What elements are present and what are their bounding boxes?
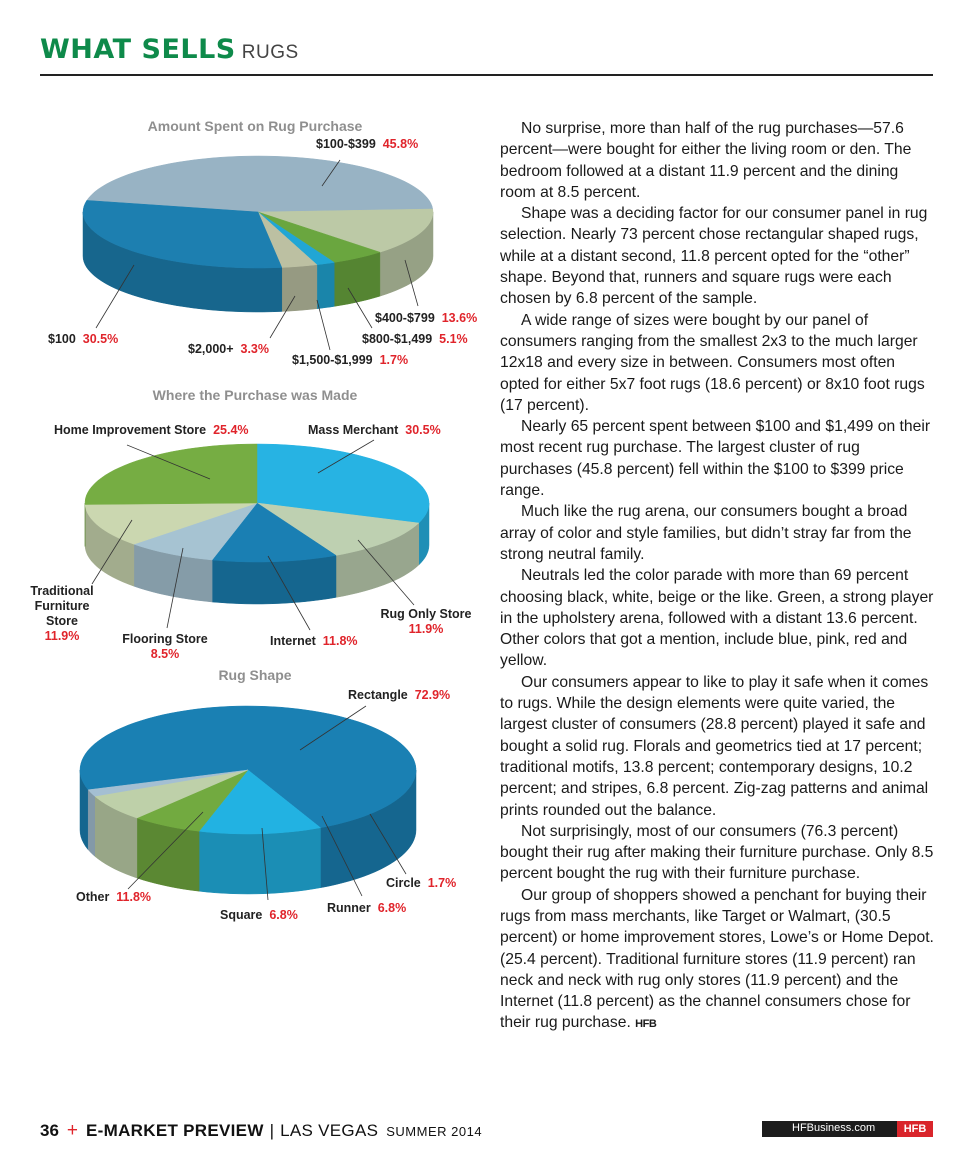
signoff-mark: HFB <box>635 1018 657 1031</box>
pie-slice-0-0 <box>87 156 433 212</box>
label-100: $100 30.5% <box>48 332 119 346</box>
hfb-logo-mark: HFB <box>897 1121 933 1137</box>
chart-title-amount: Amount Spent on Rug Purchase <box>147 118 363 134</box>
footer-issue: SUMMER 2014 <box>386 1124 483 1139</box>
label-other: Other 11.8% <box>76 890 152 904</box>
label-internet: Internet 11.8% <box>270 634 358 648</box>
pie-side-1-2 <box>212 555 336 604</box>
chart-title-where: Where the Purchase was Made <box>152 387 358 403</box>
page-footer <box>40 1120 933 1144</box>
site-url: HFBusiness.com <box>792 1122 876 1134</box>
article-paragraph: Our consumers appear to like to play it safe when it comes to rugs. While the design elements were quite varied, the largest cluster of consumers (28.8 percent) played it safe and bought a solid rug. Florals and geometrics tied at 17 percent; traditional motifs, 13.8 percent; contemporary designs, 10.2 percent; and stripes, 6.8 percent. Zig-zag patterns and animal prints rounded out the balance. <box>500 673 929 819</box>
chart-title-shape: Rug Shape <box>218 667 292 683</box>
label-800-1499: $800-$1,499 5.1% <box>362 332 468 346</box>
label-runner: Runner 6.8% <box>327 901 407 915</box>
label-rug-only-store: Rug Only Store 11.9% <box>380 607 472 636</box>
section-title: WHAT SELLS <box>40 34 236 65</box>
label-400-799: $400-$799 13.6% <box>375 311 478 325</box>
label-flooring-store: Flooring Store 8.5% <box>122 632 208 661</box>
pie-side-2-4 <box>88 790 95 856</box>
pie-chart-2 <box>80 706 416 900</box>
article-paragraph: Not surprisingly, most of our consumers (76.3 percent) bought their rug after making their furniture purchase. Only 8.5 percent bought the rug with their furniture purchase. <box>500 822 934 883</box>
label-home-improvement: Home Improvement Store 25.4% <box>54 423 249 437</box>
label-100-399: $100-$399 45.8% <box>316 137 419 151</box>
article-paragraph: Shape was a deciding factor for our consumer panel in rug selection. Nearly 73 percent chose rectangular shaped rugs, while at a distant second, 11.8 percent opted for the “other” shape. Beyond that, runners and square rugs were each chosen by 6.8 percent of the sample. <box>500 205 928 308</box>
article-paragraph: Neutrals led the color parade with more than 69 percent choosing black, white, beige or the like. Green, a strong player in the upholstery arena, followed with a distant 13.6 percent. Other colors that got a mention, include blue, pink, red and yellow. <box>500 567 934 670</box>
label-rectangle: Rectangle 72.9% <box>348 688 451 702</box>
pie-chart-1 <box>85 440 429 630</box>
article-paragraph: Our group of shoppers showed a penchant for buying their rugs from mass merchants, like Target or Walmart, (30.5 percent) or home improvement stores, Lowe’s or Home Depot. (25.4 percent). Traditional furniture stores (11.9 percent) ran neck and neck with rug only stores (11.9 percent) and the Internet (11.8 percent) as the channel consumers chose for their rug purchase. HFB <box>500 886 934 1032</box>
footer-separator: | <box>269 1121 275 1140</box>
label-circle: Circle 1.7% <box>386 876 457 890</box>
article-paragraph: No surprise, more than half of the rug purchases—57.6 percent—were bought for either the living room or den. The bedroom followed at a distant 11.9 percent and the dining room at 8.5 percent. <box>500 120 912 201</box>
pie-side-2-1 <box>199 828 320 894</box>
pie-slice-1-5 <box>85 444 257 505</box>
label-traditional-furniture: Traditional Furniture Store 11.9% <box>30 584 94 643</box>
label-2000-plus: $2,000+ 3.3% <box>188 342 269 356</box>
article-body <box>500 118 935 1036</box>
hfb-logo <box>762 1121 933 1137</box>
article-paragraph: Much like the rug arena, our consumers bought a broad array of color and style families, but didn’t stray far from the strong neutral family. <box>500 503 912 563</box>
label-square: Square 6.8% <box>220 908 298 922</box>
label-mass-merchant: Mass Merchant 30.5% <box>308 423 441 437</box>
page-number: 36 <box>40 1121 59 1140</box>
footer-city: LAS VEGAS <box>280 1121 379 1140</box>
article-paragraph: A wide range of sizes were bought by our panel of consumers ranging from the smallest 2x3 to the much larger 12x18 and every size in between. Consumers most often opted for either 5x7 foot rugs (18.6 percent) or 8x10 foot rugs (17 percent). <box>500 311 925 414</box>
publication-name: E-MARKET PREVIEW <box>86 1121 264 1140</box>
pie-side-0-4 <box>282 265 317 312</box>
section-subtitle: RUGS <box>241 42 299 63</box>
article-paragraph: Nearly 65 percent spent between $100 and $1,499 on their most recent rug purchase. The largest cluster of rug purchases (45.8 percent) fell within the $100 to $399 price range. <box>500 418 931 500</box>
plus-sign: + <box>66 1120 79 1141</box>
label-1500-1999: $1,500-$1,999 1.7% <box>292 353 409 367</box>
pie-side-0-3 <box>317 262 334 308</box>
